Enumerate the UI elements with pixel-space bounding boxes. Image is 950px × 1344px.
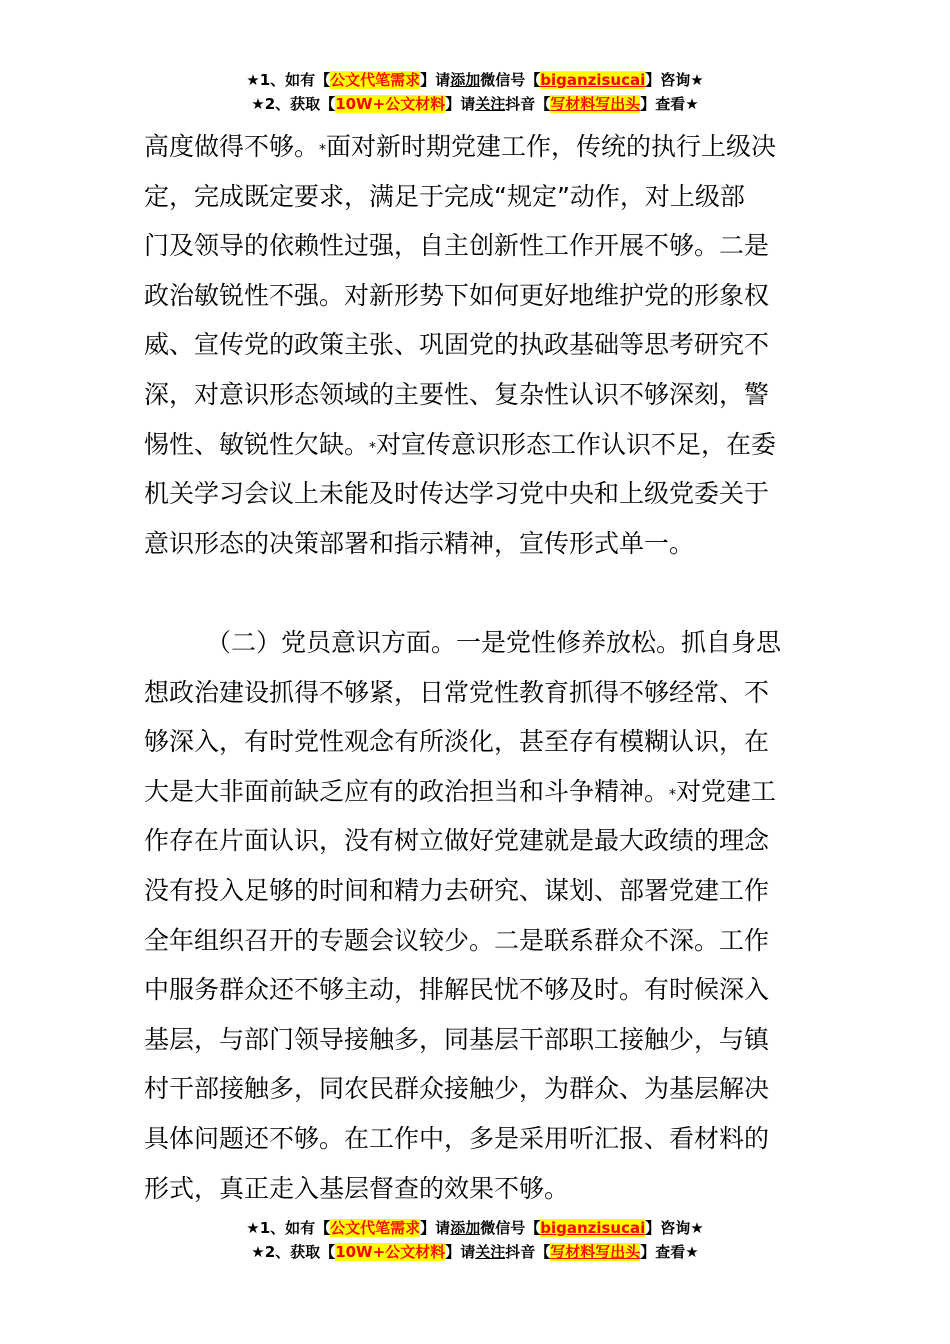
banner-underlined-text: 添加 [450, 71, 481, 89]
text-line: （二）党员意识方面。一是党性修养放松。抓自身思 [206, 628, 782, 657]
banner-text: 】咨询★ [645, 71, 704, 89]
banner-text: 】查看★ [640, 95, 699, 113]
banner-text: 抖音【 [505, 95, 551, 113]
banner-text: 微信号【 [480, 71, 541, 89]
banner-douyin-account: 写材料写出头 [550, 95, 641, 113]
text-line: 想政治建设抓得不够紧，日常党性教育抓得不够经常、不 [144, 677, 770, 707]
text-line: 中服务群众还不够主动，排解民忧不够及时。有时候深入 [144, 975, 770, 1005]
text-line: 村干部接触多，同农民群众接触少，为群众、为基层解决 [144, 1074, 770, 1104]
text-line: 政治敏锐性不强。对新形势下如何更好地维护党的形象权 [144, 280, 770, 310]
banner-underlined-text: 添加 [450, 1219, 481, 1237]
banner-text: 】咨询★ [645, 1219, 704, 1237]
banner-text: ★1、如有【 [246, 1219, 331, 1237]
text-line: 作存在片面认识，没有树立做好党建就是最大政绩的理念 [144, 826, 770, 856]
banner-highlight: 10W+公文材料 [335, 95, 446, 113]
text-line: 形式，真正走入基层督查的效果不够。 [144, 1173, 570, 1203]
banner-text: 】请 [420, 71, 451, 89]
banner-text: 】请 [445, 95, 476, 113]
asterisk-mark: * [369, 439, 377, 456]
text-line: 门及领导的依赖性过强，自主创新性工作开展不够。二是 [144, 231, 770, 261]
asterisk-mark: * [669, 786, 677, 803]
footer-banner [0, 1216, 950, 1264]
text-line: 意识形态的决策部署和指示精神，宣传形式单一。 [144, 528, 695, 558]
text-line: 基层，与部门领导接触多，同基层干部职工接触少，与镇 [144, 1024, 770, 1054]
text-line: 具体问题还不够。在工作中，多是采用听汇报、看材料的 [144, 1123, 770, 1153]
banner-highlight: 10W+公文材料 [335, 1243, 446, 1261]
banner-text: ★2、获取【 [251, 95, 336, 113]
banner-douyin-account: 写材料写出头 [550, 1243, 641, 1261]
banner-text: 】请 [445, 1243, 476, 1261]
text-line: 定，完成既定要求，满足于完成“规定”动作，对上级部 [144, 181, 745, 211]
header-banner-line-1 [0, 68, 950, 92]
banner-text: ★1、如有【 [246, 71, 331, 89]
text-line: 深，对意识形态领域的主要性、复杂性认识不够深刻，警 [144, 379, 770, 409]
header-banner [0, 68, 950, 116]
text-line: 没有投入足够的时间和精力去研究、谋划、部署党建工作 [144, 875, 770, 905]
text-line: 威、宣传党的政策主张、巩固党的执政基础等思考研究不 [144, 330, 770, 360]
header-banner-line-2 [0, 92, 950, 116]
banner-wechat-id: biganzisucai [540, 1219, 646, 1237]
text-line: 大是大非面前缺乏应有的政治担当和斗争精神。*对党建工 [144, 776, 777, 806]
banner-highlight: 公文代笔需求 [330, 1219, 421, 1237]
banner-highlight: 公文代笔需求 [330, 71, 421, 89]
asterisk-mark: * [319, 142, 327, 158]
footer-banner-line-2 [0, 1240, 950, 1264]
banner-text: 】查看★ [640, 1243, 699, 1261]
text-line: 惕性、敏锐性欠缺。*对宣传意识形态工作认识不足，在委 [144, 429, 777, 459]
banner-text: ★2、获取【 [251, 1243, 336, 1261]
text-line: 机关学习会议上未能及时传达学习党中央和上级党委关于 [144, 479, 770, 509]
text-line: 高度做得不够。*面对新时期党建工作，传统的执行上级决 [144, 132, 777, 161]
banner-wechat-id: biganzisucai [540, 71, 646, 89]
banner-text: 】请 [420, 1219, 451, 1237]
paragraph-2 [144, 618, 808, 1213]
banner-underlined-text: 关注 [475, 1243, 506, 1261]
banner-underlined-text: 关注 [475, 95, 506, 113]
footer-banner-line-1 [0, 1216, 950, 1240]
banner-text: 抖音【 [505, 1243, 551, 1261]
text-line: 全年组织召开的专题会议较少。二是联系群众不深。工作 [144, 925, 770, 955]
banner-text: 微信号【 [480, 1219, 541, 1237]
paragraph-1 [144, 122, 808, 568]
text-line: 够深入，有时党性观念有所淡化，甚至存有模糊认识，在 [144, 727, 770, 757]
